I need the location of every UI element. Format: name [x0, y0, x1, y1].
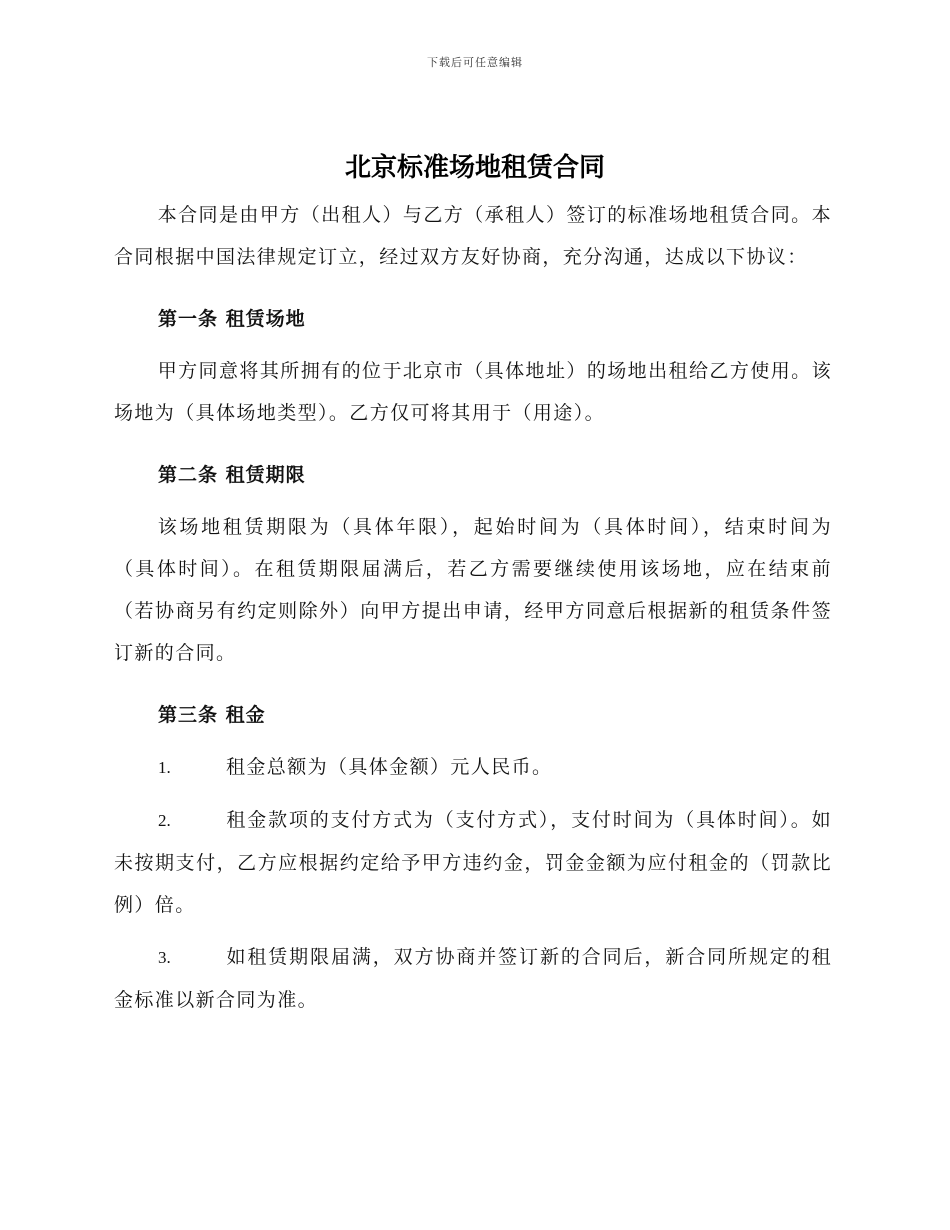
header-note: 下载后可任意编辑: [427, 56, 523, 69]
clause-item: [114, 799, 832, 926]
section-heading-1: 第一条 租赁场地: [158, 308, 306, 330]
document-title: 北京标准场地租赁合同: [344, 153, 605, 183]
clause-text: 租金总额为（具体金额）元人民币。: [226, 756, 553, 778]
clause-text: 如租赁期限届满，双方协商并签订新的合同后，新合同所规定的租金标准以新合同为准。: [114, 946, 832, 1011]
clause-number: 1.: [158, 758, 171, 777]
clause-item: [114, 936, 832, 1021]
section-heading-2: 第二条 租赁期限: [158, 464, 306, 486]
intro-paragraph: 本合同是由甲方（出租人）与乙方（承租人）签订的标准场地租赁合同。本合同根据中国法律规定订立，经过双方友好协商，充分沟通，达成以下协议：: [114, 204, 832, 268]
clause-number: 2.: [158, 811, 171, 830]
document-body: [114, 194, 832, 1021]
section-1-paragraph: 甲方同意将其所拥有的位于北京市（具体地址）的场地出租给乙方使用。该场地为（具体场地类型）。乙方仅可将其用于（用途）。: [114, 360, 832, 424]
clause-text: 租金款项的支付方式为（支付方式），支付时间为（具体时间）。如未按期支付，乙方应根据约定给予甲方违约金，罚金金额为应付租金的（罚款比例）倍。: [114, 809, 832, 916]
section-heading-3: 第三条 租金: [158, 704, 266, 726]
clause-number: 3.: [158, 948, 171, 967]
section-2-paragraph: 该场地租赁期限为（具体年限），起始时间为（具体时间），结束时间为（具体时间）。在租赁期限届满后，若乙方需要继续使用该场地，应在结束前（若协商另有约定则除外）向甲方提出申请，经甲方同意后根据新的租赁条件签订新的合同。: [114, 516, 832, 664]
clause-item: [114, 746, 832, 789]
